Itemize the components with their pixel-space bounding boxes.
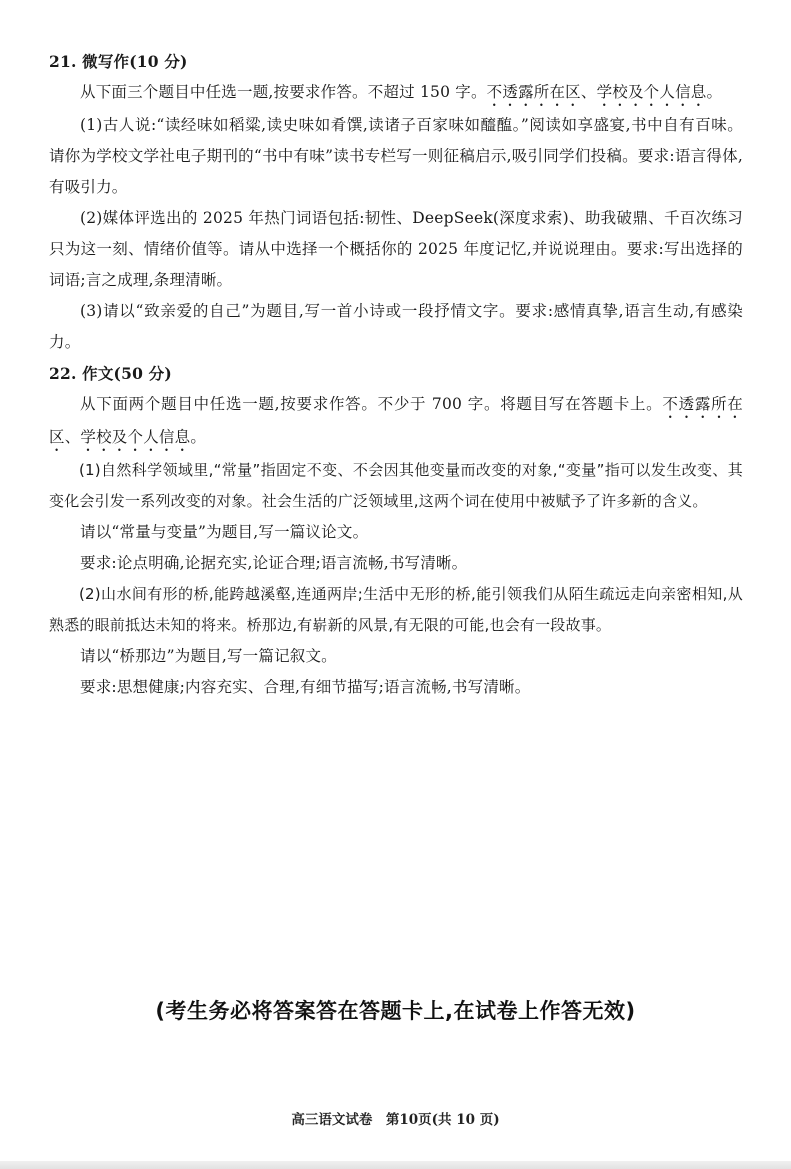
q22-privacy-emphasis: 不透露所在区、学校及个人信息 — [49, 395, 743, 446]
q22-instruction-end: 。 — [190, 428, 207, 446]
q22-option-1-task: 请以“常量与变量”为题目,写一篇议论文。 — [80, 523, 369, 541]
q22-option-1-material: (1)自然科学领域里,“常量”指固定不变、不会因其他变量而改变的对象,“变量”指可以发生改变、其变化会引发一系列改变的对象。社会生活的广泛领域里,这两个词在使用中被赋予了许多新的含义。 — [49, 461, 743, 510]
q22-option-2-task: 请以“桥那边”为题目,写一篇记叙文。 — [80, 647, 337, 665]
q22-instruction-text: 从下面两个题目中任选一题,按要求作答。不少于 700 字。将题目写在答题卡上。 — [80, 395, 663, 413]
q21-instruction-text: 从下面三个题目中任选一题,按要求作答。不超过 150 字。 — [80, 83, 487, 101]
answer-sheet-notice: (考生务必将答案答在答题卡上,在试卷上作答无效) — [155, 999, 636, 1023]
q21-instruction — [49, 77, 743, 110]
q21-option-2: (2)媒体评选出的 2025 年热门词语包括:韧性、DeepSeek(深度求索)、助我破鼎、千百次练习只为这一刻、情绪价值等。请从中选择一个概括你的 2025 年度记忆,并说说理由。要求:写出选择的词语;言之成理,条理清晰。 — [49, 209, 743, 289]
q22-option-2-requirements: 要求:思想健康;内容充实、合理,有细节描写;语言流畅,书写清晰。 — [80, 678, 531, 696]
q22-heading: 22. 作文(50 分) — [49, 364, 172, 383]
exam-content — [49, 46, 743, 703]
q22-option-1-requirements: 要求:论点明确,论据充实,论证合理;语言流畅,书写清晰。 — [80, 554, 468, 572]
q22-option-2-material: (2)山水间有形的桥,能跨越溪壑,连通两岸;生活中无形的桥,能引领我们从陌生疏远走向亲密相知,从熟悉的眼前抵达未知的将来。桥那边,有崭新的风景,有无限的可能,也会有一段故事。 — [49, 585, 743, 634]
page-footer: 高三语文试卷 第10页(共 10 页) — [291, 1112, 500, 1128]
q21-privacy-emphasis: 不透露所在区、学校及个人信息 — [486, 83, 707, 101]
q21-heading: 21. 微写作(10 分) — [49, 52, 188, 71]
scan-edge — [0, 1161, 791, 1169]
q21-option-3: (3)请以“致亲爱的自己”为题目,写一首小诗或一段抒情文字。要求:感情真挚,语言生动,有感染力。 — [49, 302, 743, 351]
q21-instruction-end: 。 — [706, 83, 723, 101]
q22-instruction — [49, 389, 743, 455]
q21-option-1: (1)古人说:“读经味如稻粱,读史味如肴馔,读诸子百家味如醯醢。”阅读如享盛宴,书中自有百味。请你为学校文学社电子期刊的“书中有味”读书专栏写一则征稿启示,吸引同学们投稿。要求:语言得体,有吸引力。 — [49, 116, 743, 196]
